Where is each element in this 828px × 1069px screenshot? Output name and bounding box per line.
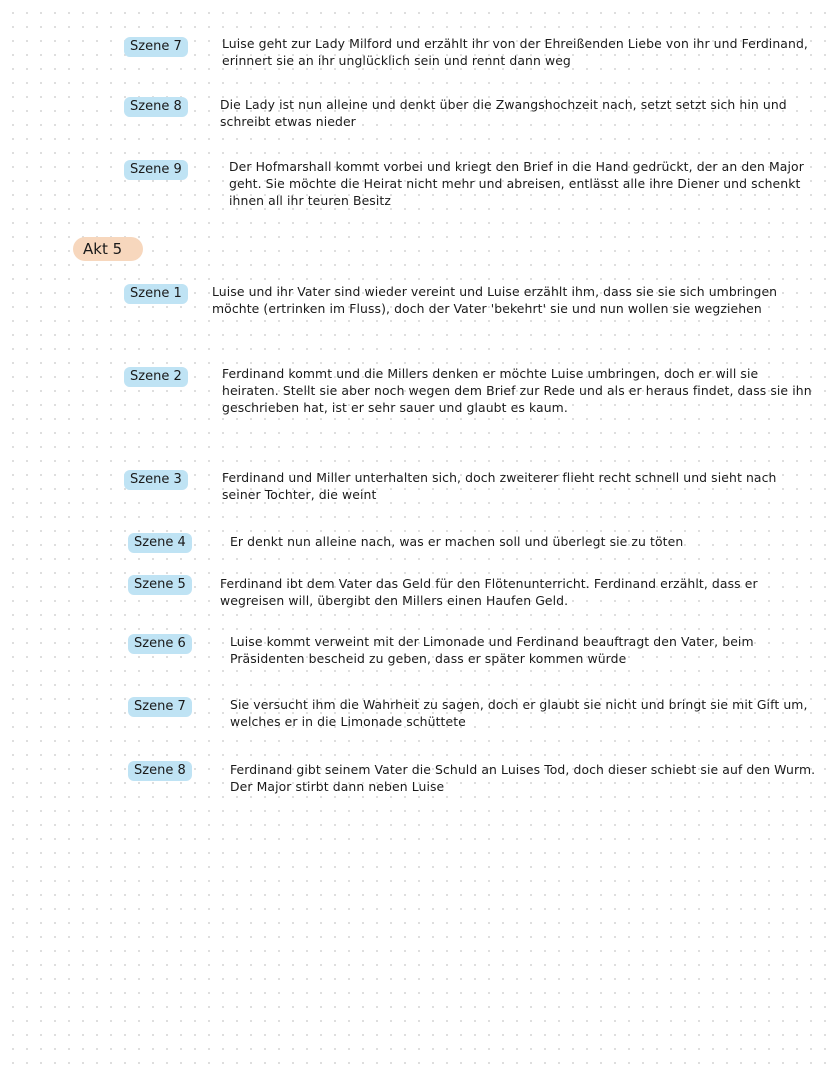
scene-label: Szene 7 [128,697,192,717]
scene-summary: Luise kommt verweint mit der Limonade und Ferdinand beauftragt den Vater, beim Präsidenten bescheid zu geben, dass er später kommen würde [230,634,754,666]
scene-label: Szene 9 [124,160,188,180]
scene-label: Szene 7 [124,37,188,57]
scene-label: Szene 4 [128,533,192,553]
scene-summary: Er denkt nun alleine nach, was er machen soll und überlegt sie zu töten [230,534,684,549]
scene-summary: Ferdinand und Miller unterhalten sich, doch zweiterer flieht recht schnell und sieht nach seiner Tochter, die weint [222,470,777,502]
scene-summary: Die Lady ist nun alleine und denkt über die Zwangshochzeit nach, setzt setzt sich hin und schreibt etwas nieder [220,97,787,129]
scene-summary: Luise und ihr Vater sind wieder vereint und Luise erzählt ihm, dass sie sie sich umbringen möchte (ertrinken im Fluss), doch der Vater 'bekehrt' sie und nun wollen sie wegziehen [212,284,778,316]
scene-label: Szene 2 [124,367,188,387]
scene-summary: Ferdinand ibt dem Vater das Geld für den Flötenunterricht. Ferdinand erzählt, dass er wegreisen will, übergibt den Millers einen Haufen Geld. [220,576,758,608]
scene-summary: Sie versucht ihm die Wahrheit zu sagen, doch er glaubt sie nicht und bringt sie mit Gift um, welches er in die Limonade schüttete [230,697,808,729]
scene-label: Szene 1 [124,284,188,304]
scene-label: Szene 8 [124,97,188,117]
act-heading: Akt 5 [73,237,143,261]
scene-label: Szene 3 [124,470,188,490]
scene-label: Szene 8 [128,761,192,781]
scene-label: Szene 5 [128,575,192,595]
scene-summary: Luise geht zur Lady Milford und erzählt ihr von der Ehreißenden Liebe von ihr und Ferdinand, erinnert sie an ihr unglücklich sein und rennt dann weg [222,36,808,68]
scene-summary: Ferdinand kommt und die Millers denken er möchte Luise umbringen, doch er will sie heiraten. Stellt sie aber noch wegen dem Brief zur Rede und als er heraus findet, dass sie ihn geschrieben hat, ist er sehr sauer und glaubt es kaum. [222,366,812,415]
scene-label: Szene 6 [128,634,192,654]
scene-summary: Der Hofmarshall kommt vorbei und kriegt den Brief in die Hand gedrückt, der an den Major geht. Sie möchte die Heirat nicht mehr und abreisen, entlässt alle ihre Diener und schenkt ihnen all ihr teuren Besitz [229,159,804,208]
scene-summary: Ferdinand gibt seinem Vater die Schuld an Luises Tod, doch dieser schiebt sie auf den Wurm. Der Major stirbt dann neben Luise [230,762,816,794]
